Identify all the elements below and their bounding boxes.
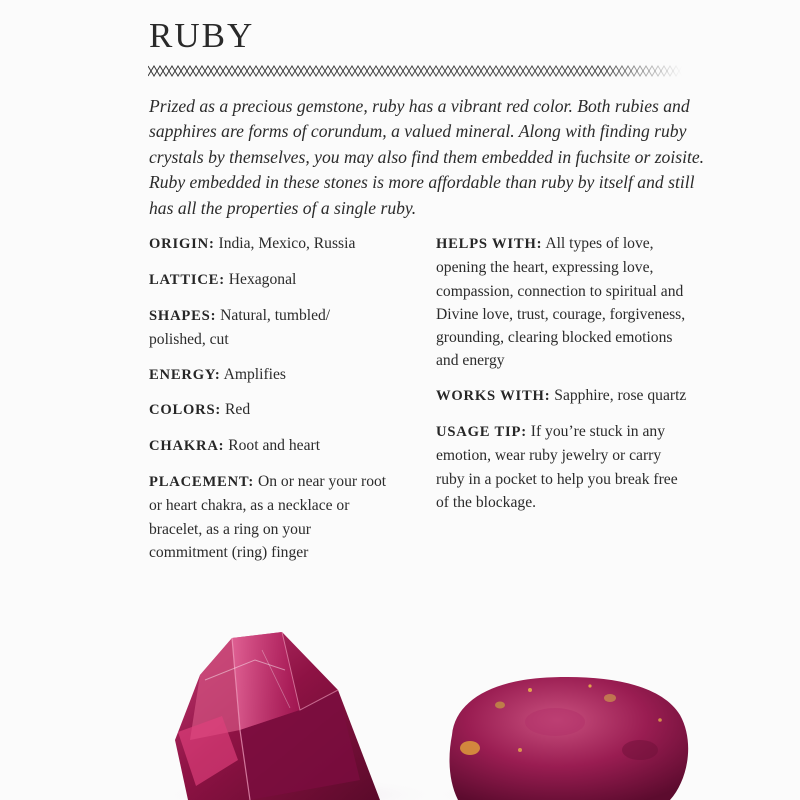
property-label: LATTICE: <box>149 271 225 288</box>
page-title: RUBY <box>149 16 255 55</box>
property-works-with <box>436 384 691 408</box>
property-value: Root and heart <box>228 437 321 455</box>
property-label: SHAPES: <box>149 307 217 324</box>
property-label: USAGE TIP: <box>436 424 527 441</box>
ruby-stones-photo <box>0 590 800 800</box>
property-helps-with <box>436 232 691 373</box>
property-value: Hexagonal <box>228 270 297 288</box>
property-label: COLORS: <box>149 402 222 419</box>
property-energy <box>149 363 389 387</box>
property-label: ENERGY: <box>149 366 221 383</box>
property-placement <box>149 470 389 564</box>
property-value: Sapphire, rose quartz <box>554 387 687 405</box>
property-value: All types of love, opening the heart, expressing love, compassion, connection to spiritual and Divine love, trust, courage, forgiveness, grounding, clearing blocked emotions and energy <box>436 235 686 370</box>
property-label: ORIGIN: <box>149 236 215 252</box>
property-value: On or near your root or heart chakra, as a necklace or bracelet, as a ring on your commitment (ring) finger <box>149 473 387 561</box>
property-value: India, Mexico, Russia <box>218 235 356 252</box>
property-shapes <box>149 304 389 352</box>
property-value: If you’re stuck in any emotion, wear ruby jewelry or carry ruby in a pocket to help you break free of the blockage. <box>436 423 678 511</box>
properties-left-column <box>149 232 389 576</box>
property-value: Amplifies <box>223 365 286 383</box>
zigzag-divider <box>148 64 682 78</box>
property-label: CHAKRA: <box>149 438 225 455</box>
property-chakra <box>149 434 389 458</box>
property-lattice <box>149 268 389 292</box>
property-label: HELPS WITH: <box>436 236 543 252</box>
property-value: Red <box>225 401 251 419</box>
property-label: PLACEMENT: <box>149 474 255 491</box>
property-usage-tip <box>436 420 691 514</box>
property-origin <box>149 232 389 256</box>
property-label: WORKS WITH: <box>436 388 551 405</box>
properties-right-column <box>436 232 691 526</box>
intro-paragraph: Prized as a precious gemstone, ruby has a vibrant red color. Both rubies and sapphires are forms of corundum, a valued mineral. Along with finding ruby crystals by themselves, you may also find them embedded in fuchsite or zoisite. Ruby embedded in these stones is more affordable than ruby by itself and still has all the properties of a single ruby. <box>149 96 705 218</box>
property-colors <box>149 398 389 422</box>
tumbled-ruby-stone <box>430 677 690 800</box>
property-value: Natural, tumbled/ polished, cut <box>149 306 331 348</box>
raw-ruby-crystal <box>160 632 440 800</box>
